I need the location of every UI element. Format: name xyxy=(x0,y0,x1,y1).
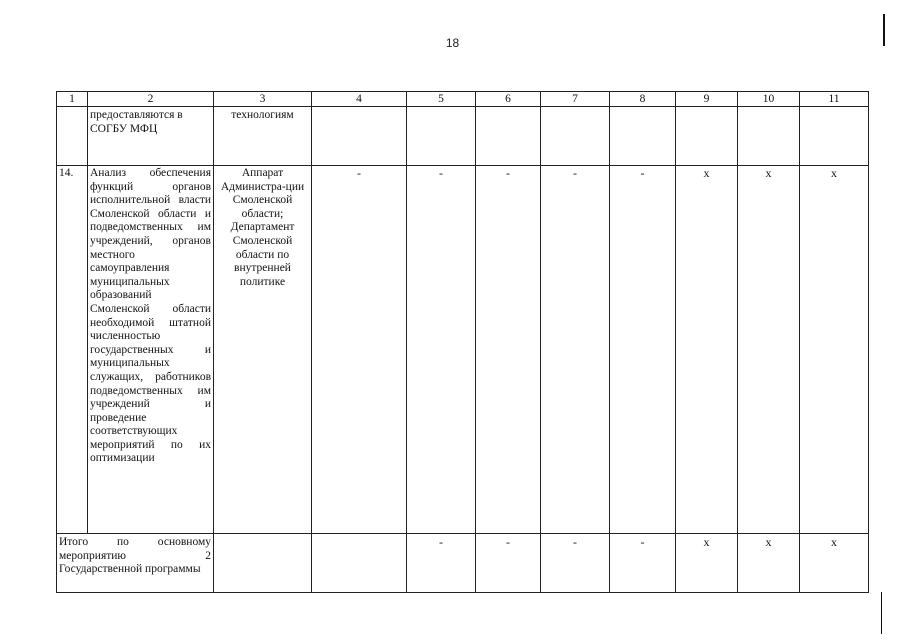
continuation-description: предоставляются в СОГБУ МФЦ xyxy=(88,107,214,166)
empty-cell xyxy=(610,107,676,166)
value-cell-11: х xyxy=(800,166,869,534)
header-cell: 5 xyxy=(407,92,476,107)
header-cell: 1 xyxy=(57,92,88,107)
header-row xyxy=(57,92,869,107)
empty-cell xyxy=(676,107,738,166)
empty-cell xyxy=(312,107,407,166)
total-cell-11: х xyxy=(800,534,869,593)
empty-cell xyxy=(214,534,312,593)
table-row-14 xyxy=(57,166,869,534)
header-cell: 4 xyxy=(312,92,407,107)
value-cell-9: х xyxy=(676,166,738,534)
value-cell-5: - xyxy=(407,166,476,534)
total-cell-7: - xyxy=(541,534,610,593)
total-cell-9: х xyxy=(676,534,738,593)
continuation-number xyxy=(57,107,88,166)
empty-cell xyxy=(541,107,610,166)
page-number: 18 xyxy=(445,36,460,50)
total-cell-8: - xyxy=(610,534,676,593)
header-cell: 7 xyxy=(541,92,610,107)
total-cell-6: - xyxy=(476,534,541,593)
value-cell-4: - xyxy=(312,166,407,534)
value-cell-7: - xyxy=(541,166,610,534)
header-cell: 3 xyxy=(214,92,312,107)
continuation-executor: технологиям xyxy=(214,107,312,166)
total-cell-10: х xyxy=(738,534,800,593)
margin-rule-top xyxy=(883,14,885,46)
header-cell: 8 xyxy=(610,92,676,107)
row-description: Анализ обеспечения функций органов исполнительной власти Смоленской области и подведомственных им учреждений, органов местного самоуправления муниципальных образований Смоленской области необходимой штатной численностью государственных и муниципальных служащих, работников подведомственных им учреждений и проведение соответствующих мероприятий по их оптимизации xyxy=(88,166,214,534)
empty-cell xyxy=(407,107,476,166)
continuation-row xyxy=(57,107,869,166)
row-executor: Аппарат Администра-ции Смоленской области; Департамент Смоленской области по внутренней политике xyxy=(214,166,312,534)
empty-cell xyxy=(738,107,800,166)
header-cell: 9 xyxy=(676,92,738,107)
header-cell: 6 xyxy=(476,92,541,107)
empty-cell xyxy=(800,107,869,166)
row-number: 14. xyxy=(57,166,88,534)
value-cell-8: - xyxy=(610,166,676,534)
value-cell-10: х xyxy=(738,166,800,534)
header-cell: 10 xyxy=(738,92,800,107)
activities-table xyxy=(56,91,869,593)
header-cell: 2 xyxy=(88,92,214,107)
header-cell: 11 xyxy=(800,92,869,107)
empty-cell xyxy=(312,534,407,593)
total-label: Итого по основному мероприятию 2 Государственной программы xyxy=(57,534,214,593)
value-cell-6: - xyxy=(476,166,541,534)
total-cell-5: - xyxy=(407,534,476,593)
margin-rule-bottom xyxy=(881,592,882,634)
empty-cell xyxy=(476,107,541,166)
total-row xyxy=(57,534,869,593)
